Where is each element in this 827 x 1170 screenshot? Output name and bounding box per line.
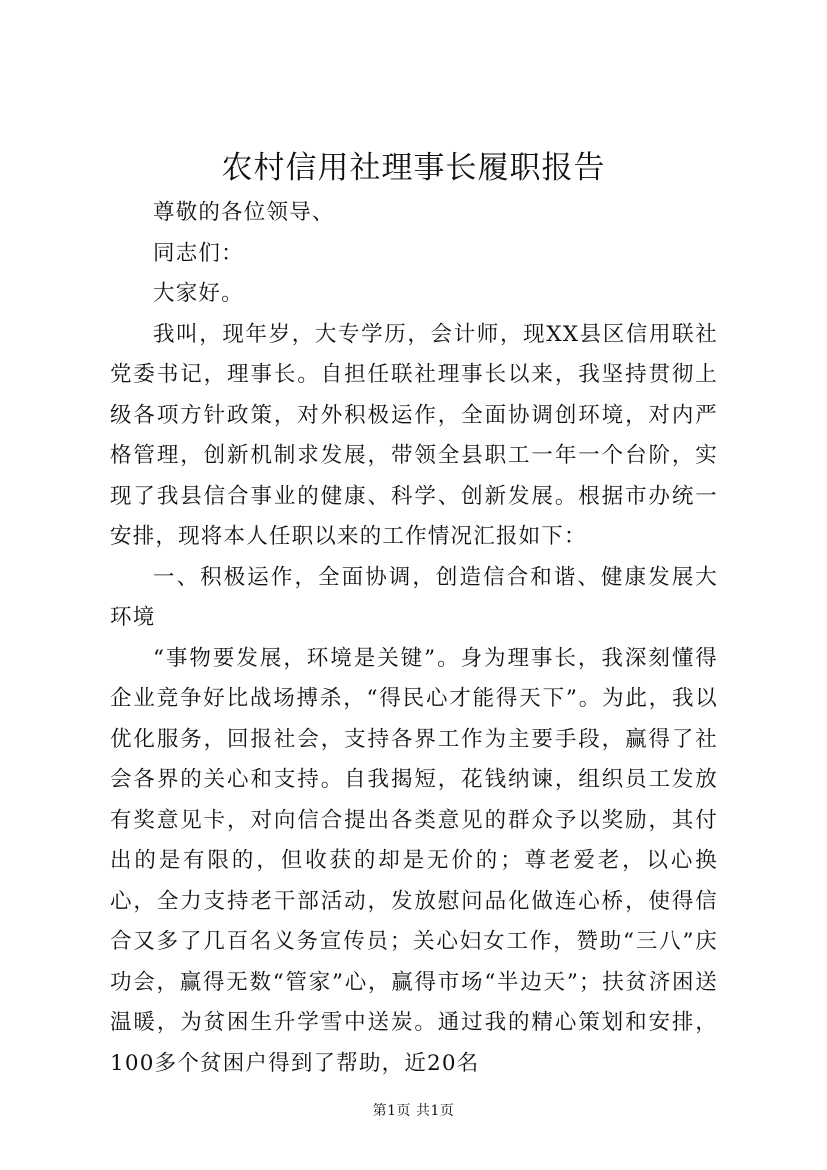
document-title: 农村信用社理事长履职报告	[221, 150, 606, 186]
salutation-line-2: 同志们：	[153, 240, 244, 266]
greeting-line: 大家好。	[153, 281, 244, 306]
document-body	[110, 193, 718, 1084]
salutation-line-1: 尊敬的各位领导、	[153, 200, 335, 225]
section-1-paragraph: “事物要发展，环境是关键”。身为理事长，我深刻懂得企业竞争好比战场搏杀，“得民心才能得天下”。为此，我以优化服务，回报社会，支持各界工作为主要手段，赢得了社会各界的关心和支持。自我揭短，花钱纳谏，组织员工发放有奖意见卡，对向信合提出各类意见的群众予以奖励，其付出的是有限的，但收获的却是无价的；尊老爱老，以心换心，全力支持老干部活动，发放慰问品化做连心桥，使得信合又多了几百名义务宣传员；关心妇女工作，赞助“三八”庆功会，赢得无数“管家”心，赢得市场“半边天”；扶贫济困送温暖，为贫困生升学雪中送炭。通过我的精心策划和安排，100多个贫困户得到了帮助，近20名	[110, 645, 718, 1076]
section-heading-1: 一、积极运作，全面协调，创造信合和谐、健康发展大环境	[110, 564, 718, 630]
intro-paragraph: 我叫，现年岁，大专学历，会计师，现XX县区信用联社党委书记，理事长。自担任联社理事长以来，我坚持贯彻上级各项方针政策，对外积极运作，全面协调创环境，对内严格管理，创新机制求发展，带领全县职工一年一个台阶，实现了我县信合事业的健康、科学、创新发展。根据市办统一安排，现将本人任职以来的工作情况汇报如下：	[110, 321, 718, 549]
page-footer: 第1页 共1页	[372, 1103, 455, 1119]
